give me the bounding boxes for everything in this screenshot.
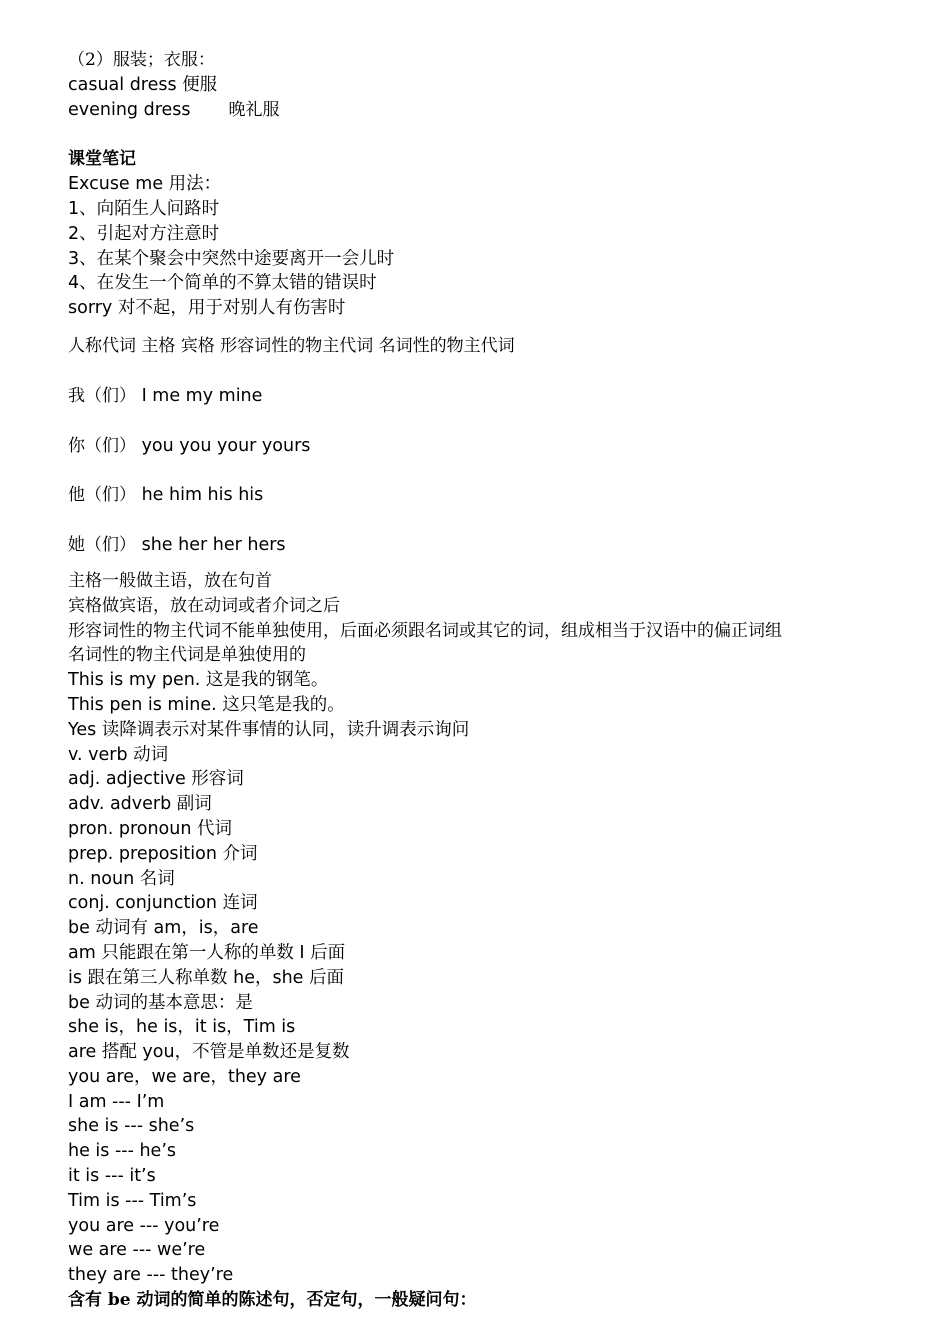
note-line: 2、引起对方注意时 [68, 223, 220, 244]
pronoun-cn: 你（们） [68, 435, 136, 456]
vocab-term: evening dress [68, 99, 191, 120]
vocab-line: casual dress 便服 [68, 74, 218, 95]
word-class-line: pron. pronoun 代词 [68, 818, 233, 839]
contraction-line: they are --- they’re [68, 1265, 234, 1286]
word-class-line: adj. adjective 形容词 [68, 769, 244, 790]
word-class-line: v. verb 动词 [68, 744, 169, 765]
pronoun-forms: he him his his [141, 485, 264, 506]
section-heading: 课堂笔记 [68, 149, 136, 170]
contraction-line: it is --- it’s [68, 1166, 156, 1187]
note-line: am 只能跟在第一人称的单数 I 后面 [68, 942, 346, 963]
example-sentence: This is my pen. 这是我的钢笔。 [68, 670, 329, 691]
contraction-line: she is --- she’s [68, 1116, 195, 1137]
contraction-line: you are --- you’re [68, 1215, 220, 1236]
vocab-line [68, 98, 928, 123]
word-class-line: prep. preposition 介词 [68, 843, 258, 864]
note-line: 名词性的物主代词是单独使用的 [68, 645, 306, 666]
word-class-line: conj. conjunction 连词 [68, 893, 258, 914]
note-line: sorry 对不起，用于对别人有伤害时 [68, 298, 346, 319]
note-line: be 动词有 am，is，are [68, 918, 259, 939]
pronoun-forms: I me my mine [141, 385, 263, 406]
vocab-meaning: 晚礼服 [228, 99, 280, 120]
contraction-line: he is --- he’s [68, 1141, 177, 1162]
pronoun-cn: 我（们） [68, 385, 136, 406]
pronoun-forms: you you your yours [141, 435, 311, 456]
note-line: be 动词的基本意思：是 [68, 992, 253, 1013]
note-line: is 跟在第三人称单数 he，she 后面 [68, 967, 345, 988]
note-line: Yes 读降调表示对某件事情的认同，读升调表示询问 [68, 719, 470, 740]
note-line: she is，he is，it is，Tim is [68, 1017, 296, 1038]
pronoun-row [68, 384, 928, 409]
document-page [68, 48, 928, 1313]
note-line: are 搭配 you，不管是单数还是复数 [68, 1042, 350, 1063]
note-line: you are，we are，they are [68, 1066, 301, 1087]
note-line: 4、在发生一个简单的不算太错的错误时 [68, 273, 377, 294]
example-sentence: This pen is mine. 这只笔是我的。 [68, 694, 345, 715]
pronoun-cn: 他（们） [68, 485, 136, 506]
word-class-line: adv. adverb 副词 [68, 794, 212, 815]
contraction-line: I am --- I’m [68, 1091, 165, 1112]
pronoun-cn: 她（们） [68, 535, 136, 556]
note-line: 主格一般做主语，放在句首 [68, 570, 272, 591]
note-line: Excuse me 用法： [68, 174, 222, 195]
pronoun-forms: she her her hers [141, 535, 286, 556]
word-class-line: n. noun 名词 [68, 868, 175, 889]
section-heading: 含有 be 动词的简单的陈述句，否定句，一般疑问句： [68, 1290, 477, 1311]
note-line: 宾格做宾语，放在动词或者介词之后 [68, 595, 340, 616]
note-line: 1、向陌生人问路时 [68, 198, 220, 219]
note-line: 3、在某个聚会中突然中途要离开一会儿时 [68, 248, 395, 269]
contraction-line: Tim is --- Tim’s [68, 1190, 197, 1211]
definition-line: （2）服装；衣服： [68, 50, 215, 70]
pronoun-row [68, 533, 928, 558]
note-line: 形容词性的物主代词不能单独使用，后面必须跟名词或其它的词，组成相当于汉语中的偏正词组 [68, 620, 782, 641]
contraction-line: we are --- we’re [68, 1240, 206, 1261]
pronoun-row [68, 483, 928, 508]
pronoun-row [68, 434, 928, 459]
pronoun-table-header: 人称代词 主格 宾格 形容词性的物主代词 名词性的物主代词 [68, 335, 515, 356]
